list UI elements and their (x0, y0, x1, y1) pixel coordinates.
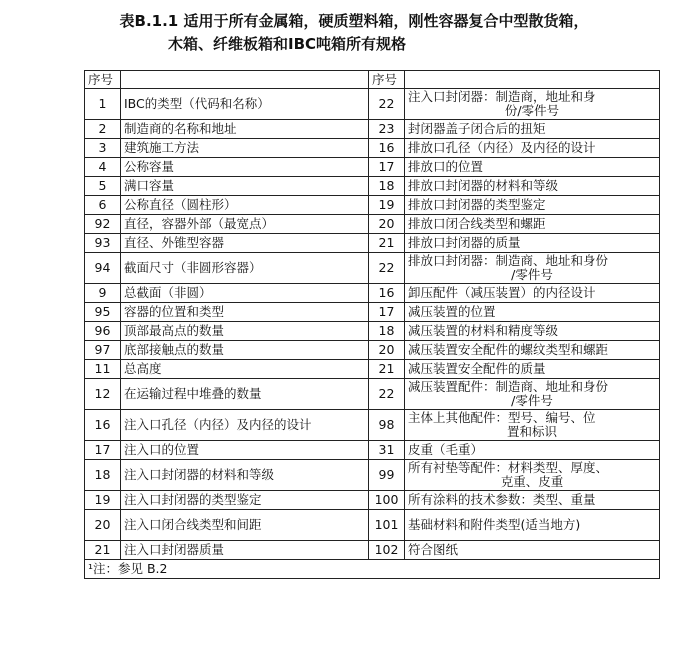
table-row (85, 360, 660, 379)
table-row (85, 441, 660, 460)
left-item-text: 容器的位置和类型 (121, 303, 369, 322)
title-line-2: 木箱、纤维板箱和IBC吨箱所有规格 (168, 35, 407, 53)
left-seq-no: 20 (85, 510, 121, 541)
right-item-text (408, 254, 656, 282)
left-item-text: 总截面（非圆） (121, 284, 369, 303)
right-item-text (408, 443, 656, 457)
left-item-text: 注入口封闭器的材料和等级 (121, 460, 369, 491)
right-seq-no: 20 (369, 341, 405, 360)
table-row (85, 322, 660, 341)
left-item-text: 截面尺寸（非圆形容器） (121, 253, 369, 284)
right-item-line-1: 排放口封闭器的材料和等级 (408, 178, 559, 193)
table-note: ¹注：参见 B.2 (85, 560, 660, 579)
table-row (85, 303, 660, 322)
right-item-cell (405, 360, 660, 379)
left-item-text: 建筑施工方法 (121, 139, 369, 158)
right-item-cell (405, 215, 660, 234)
right-item-text (408, 122, 656, 136)
right-item-cell (405, 379, 660, 410)
right-item-line-1: 排放口封闭器的类型鉴定 (408, 197, 546, 212)
right-item-line-1: 排放口的位置 (408, 159, 484, 174)
spec-table (84, 70, 660, 579)
table-row (85, 120, 660, 139)
right-item-text (408, 411, 656, 439)
right-seq-no: 17 (369, 303, 405, 322)
right-item-text (408, 543, 656, 557)
left-item-text: 底部接触点的数量 (121, 341, 369, 360)
table-row (85, 215, 660, 234)
left-seq-no: 5 (85, 177, 121, 196)
left-seq-no: 93 (85, 234, 121, 253)
right-item-text (408, 380, 656, 408)
right-item-cell (405, 158, 660, 177)
right-item-text (408, 217, 656, 231)
left-seq-no: 4 (85, 158, 121, 177)
left-seq-no: 96 (85, 322, 121, 341)
right-seq-no: 18 (369, 177, 405, 196)
left-item-text: 公称直径（圆柱形） (121, 196, 369, 215)
right-item-line-2: /零件号 (511, 267, 553, 282)
right-item-line-1: 封闭器盖子闭合后的扭矩 (408, 121, 546, 136)
right-item-line-2: /零件号 (511, 393, 553, 408)
right-item-cell (405, 303, 660, 322)
right-item-text (408, 236, 656, 250)
table-row (85, 158, 660, 177)
table-row (85, 284, 660, 303)
header-row (85, 71, 660, 89)
header-right-no: 序号 (369, 71, 405, 89)
right-seq-no: 17 (369, 158, 405, 177)
table-body (85, 89, 660, 560)
left-seq-no: 12 (85, 379, 121, 410)
left-seq-no: 18 (85, 460, 121, 491)
header-left-item (121, 71, 369, 89)
left-seq-no: 9 (85, 284, 121, 303)
left-seq-no: 92 (85, 215, 121, 234)
right-item-text (408, 518, 656, 532)
left-seq-no: 17 (85, 441, 121, 460)
right-item-line-1: 注入口封闭器：制造商，地址和身 (408, 89, 596, 104)
left-item-text: 满口容量 (121, 177, 369, 196)
right-item-line-1: 减压装置安全配件的质量 (408, 361, 546, 376)
right-item-cell (405, 177, 660, 196)
right-seq-no: 19 (369, 196, 405, 215)
right-item-text (408, 179, 656, 193)
right-item-cell (405, 491, 660, 510)
right-seq-no: 23 (369, 120, 405, 139)
right-item-line-1: 皮重（毛重） (408, 442, 484, 457)
right-seq-no: 99 (369, 460, 405, 491)
left-seq-no: 11 (85, 360, 121, 379)
table-row (85, 410, 660, 441)
right-seq-no: 21 (369, 360, 405, 379)
right-item-cell (405, 120, 660, 139)
header-left-no: 序号 (85, 71, 121, 89)
right-item-line-1: 所有涂料的技术参数：类型、重量 (408, 492, 596, 507)
right-item-line-1: 减压装置配件：制造商、地址和身份 (408, 379, 609, 394)
right-item-line-2: 份/零件号 (504, 103, 560, 118)
right-seq-no: 22 (369, 253, 405, 284)
table-row (85, 510, 660, 541)
right-item-cell (405, 89, 660, 120)
table-row (85, 196, 660, 215)
table-row (85, 253, 660, 284)
right-item-cell (405, 196, 660, 215)
left-seq-no: 19 (85, 491, 121, 510)
title-line-1: 表B.1.1 适用于所有金属箱，硬质塑料箱，刚性容器复合中型散货箱， (119, 12, 589, 30)
right-item-text (408, 324, 656, 338)
right-item-cell (405, 460, 660, 491)
left-seq-no: 3 (85, 139, 121, 158)
left-seq-no: 97 (85, 341, 121, 360)
left-seq-no: 21 (85, 541, 121, 560)
left-seq-no: 2 (85, 120, 121, 139)
right-item-text (408, 90, 656, 118)
right-item-cell (405, 541, 660, 560)
right-seq-no: 20 (369, 215, 405, 234)
left-item-text: 顶部最高点的数量 (121, 322, 369, 341)
right-item-text (408, 160, 656, 174)
right-item-cell (405, 510, 660, 541)
right-item-text (408, 141, 656, 155)
right-item-line-1: 排放口孔径（内径）及内径的设计 (408, 140, 596, 155)
left-item-text: 注入口的位置 (121, 441, 369, 460)
right-item-text (408, 461, 656, 489)
left-item-text: 在运输过程中堆叠的数量 (121, 379, 369, 410)
table-row (85, 177, 660, 196)
table-title (0, 10, 700, 56)
right-item-cell (405, 441, 660, 460)
right-item-line-1: 排放口封闭器的质量 (408, 235, 521, 250)
right-seq-no: 16 (369, 139, 405, 158)
right-item-line-1: 所有衬垫等配件：材料类型、厚度、 (408, 460, 609, 475)
right-item-text (408, 362, 656, 376)
left-item-text: IBC的类型（代码和名称） (121, 89, 369, 120)
left-item-text: 公称容量 (121, 158, 369, 177)
right-item-line-1: 符合图纸 (408, 542, 459, 557)
left-seq-no: 1 (85, 89, 121, 120)
table-row (85, 234, 660, 253)
table-row (85, 89, 660, 120)
right-seq-no: 22 (369, 379, 405, 410)
table-row (85, 491, 660, 510)
table-row (85, 139, 660, 158)
right-item-text (408, 305, 656, 319)
note-row (85, 560, 660, 579)
right-seq-no: 18 (369, 322, 405, 341)
left-item-text: 制造商的名称和地址 (121, 120, 369, 139)
right-seq-no: 102 (369, 541, 405, 560)
right-item-line-1: 排放口闭合线类型和螺距 (408, 216, 546, 231)
right-seq-no: 98 (369, 410, 405, 441)
right-item-line-1: 主体上其他配件：型号、编号、位 (408, 410, 596, 425)
right-item-text (408, 343, 656, 357)
right-item-cell (405, 284, 660, 303)
left-seq-no: 94 (85, 253, 121, 284)
right-item-line-1: 基础材料和附件类型(适当地方) (408, 517, 581, 532)
right-item-line-1: 减压装置安全配件的螺纹类型和螺距 (408, 342, 609, 357)
right-item-text (408, 286, 656, 300)
left-item-text: 注入口封闭器的类型鉴定 (121, 491, 369, 510)
right-seq-no: 16 (369, 284, 405, 303)
left-item-text: 直径、外锥型容器 (121, 234, 369, 253)
right-item-line-2: 置和标识 (506, 424, 557, 439)
right-item-line-1: 卸压配件（减压装置）的内径设计 (408, 285, 596, 300)
left-seq-no: 6 (85, 196, 121, 215)
right-item-text (408, 493, 656, 507)
header-right-item (405, 71, 660, 89)
right-item-line-1: 减压装置的材料和精度等级 (408, 323, 559, 338)
left-seq-no: 16 (85, 410, 121, 441)
right-seq-no: 22 (369, 89, 405, 120)
left-item-text: 注入口闭合线类型和间距 (121, 510, 369, 541)
right-item-cell (405, 341, 660, 360)
table-row (85, 379, 660, 410)
left-item-text: 直径，容器外部（最宽点） (121, 215, 369, 234)
table-row (85, 541, 660, 560)
right-item-cell (405, 410, 660, 441)
right-item-line-2: 克重、皮重 (500, 474, 564, 489)
table-row (85, 460, 660, 491)
right-seq-no: 100 (369, 491, 405, 510)
table-row (85, 341, 660, 360)
right-seq-no: 31 (369, 441, 405, 460)
right-item-cell (405, 322, 660, 341)
left-item-text: 注入口封闭器质量 (121, 541, 369, 560)
left-item-text: 注入口孔径（内径）及内径的设计 (121, 410, 369, 441)
right-item-cell (405, 234, 660, 253)
right-item-line-1: 减压装置的位置 (408, 304, 496, 319)
right-seq-no: 21 (369, 234, 405, 253)
right-item-cell (405, 253, 660, 284)
left-seq-no: 95 (85, 303, 121, 322)
right-seq-no: 101 (369, 510, 405, 541)
right-item-line-1: 排放口封闭器：制造商、地址和身份 (408, 253, 609, 268)
right-item-text (408, 198, 656, 212)
right-item-cell (405, 139, 660, 158)
left-item-text: 总高度 (121, 360, 369, 379)
